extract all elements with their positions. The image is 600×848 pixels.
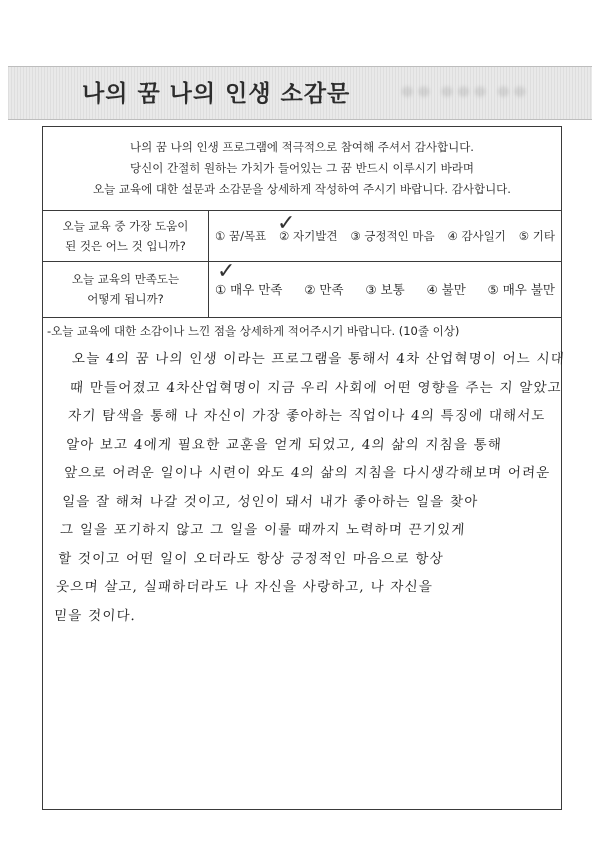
question-label-line-2: 된 것은 어느 것 입니까?	[65, 239, 186, 253]
handwritten-line: 오늘 4의 꿈 나의 인생 이라는 프로그램을 통해서 4차 산업혁명이 어느 시대	[71, 351, 566, 367]
question-label-line-1: 오늘 교육의 만족도는	[71, 272, 180, 286]
handwritten-line: 할 것이고 어떤 일이 오더라도 항상 긍정적인 마음으로 항상	[57, 550, 445, 567]
handwritten-line: 앞으로 어려운 일이나 시련이 와도 4의 삶의 지침을 다시생각해보며 어려운	[63, 465, 552, 481]
option-group	[215, 261, 555, 317]
handwritten-line: 알아 보고 4에게 필요한 교훈을 얻게 되었고, 4의 삶의 지침을 통해	[65, 436, 503, 453]
checkmark-icon: ✓	[217, 259, 236, 284]
option-dissatisfied[interactable]: ④ 불만	[426, 282, 466, 297]
option-positive-mind[interactable]: ③ 긍정적인 마음	[350, 229, 435, 243]
redacted-name: ㅇㅇ ㅇㅇㅇ ㅇㅇ	[400, 83, 529, 101]
option-very-satisfied[interactable]: ① 매우 만족	[215, 282, 283, 297]
handwritten-line: 웃으며 살고, 실패하더라도 나 자신을 사랑하고, 나 자신을	[55, 579, 434, 595]
handwritten-line: 믿을 것이다.	[53, 607, 137, 624]
option-very-dissatisfied[interactable]: ⑤ 매우 불만	[487, 282, 555, 297]
option-dream-goal[interactable]: ① 꿈/목표	[215, 229, 267, 243]
handwritten-line: 일을 잘 해쳐 나갈 것이고, 성인이 돼서 내가 좋아하는 일을 찾아	[61, 493, 480, 510]
handwritten-line: 때 만들어졌고 4차산업혁명이 지금 우리 사회에 어떤 영향을 주는 지 알았고	[69, 379, 563, 396]
handwritten-feedback	[53, 345, 569, 630]
question-label	[43, 261, 209, 317]
option-other[interactable]: ⑤ 기타	[518, 229, 555, 243]
intro-line-3: 오늘 교육에 대한 설문과 소감문을 상세하게 작성하여 주시기 바랍니다. 감사합니다.	[93, 182, 511, 196]
title-banner	[8, 66, 592, 120]
question-label-line-2: 어떻게 됩니까?	[87, 292, 164, 306]
handwritten-line: 자기 탐색을 통해 나 자신이 가장 좋아하는 직업이나 4의 특징에 대해서도	[67, 408, 547, 424]
intro-line-1: 나의 꿈 나의 인생 프로그램에 적극적으로 참여해 주셔서 감사합니다.	[130, 140, 474, 154]
feedback-form	[42, 126, 566, 810]
option-group	[215, 211, 555, 261]
question-label	[43, 211, 209, 261]
intro-line-2: 당신이 간절히 원하는 가치가 들어있는 그 꿈 반드시 이루시기 바라며	[130, 161, 474, 175]
intro-section	[43, 127, 561, 211]
checkmark-icon: ✓	[277, 211, 296, 236]
feedback-prompt: -오늘 교육에 대한 소감이나 느낀 점을 상세하게 적어주시기 바랍니다. (10줄 이상)	[47, 324, 460, 338]
question-most-helpful	[43, 211, 561, 262]
page-title: 나의 꿈 나의 인생 소감문	[82, 81, 351, 107]
question-label-line-1: 오늘 교육 중 가장 도움이	[62, 219, 189, 233]
option-gratitude-journal[interactable]: ④ 감사일기	[447, 229, 506, 243]
question-satisfaction	[43, 261, 561, 318]
option-satisfied[interactable]: ② 만족	[304, 282, 344, 297]
option-self-discovery[interactable]: ② 자기발견	[279, 229, 338, 243]
handwritten-line: 그 일을 포기하지 않고 그 일을 이룰 때까지 노력하며 끈기있게	[59, 522, 467, 538]
option-neutral[interactable]: ③ 보통	[365, 282, 405, 297]
